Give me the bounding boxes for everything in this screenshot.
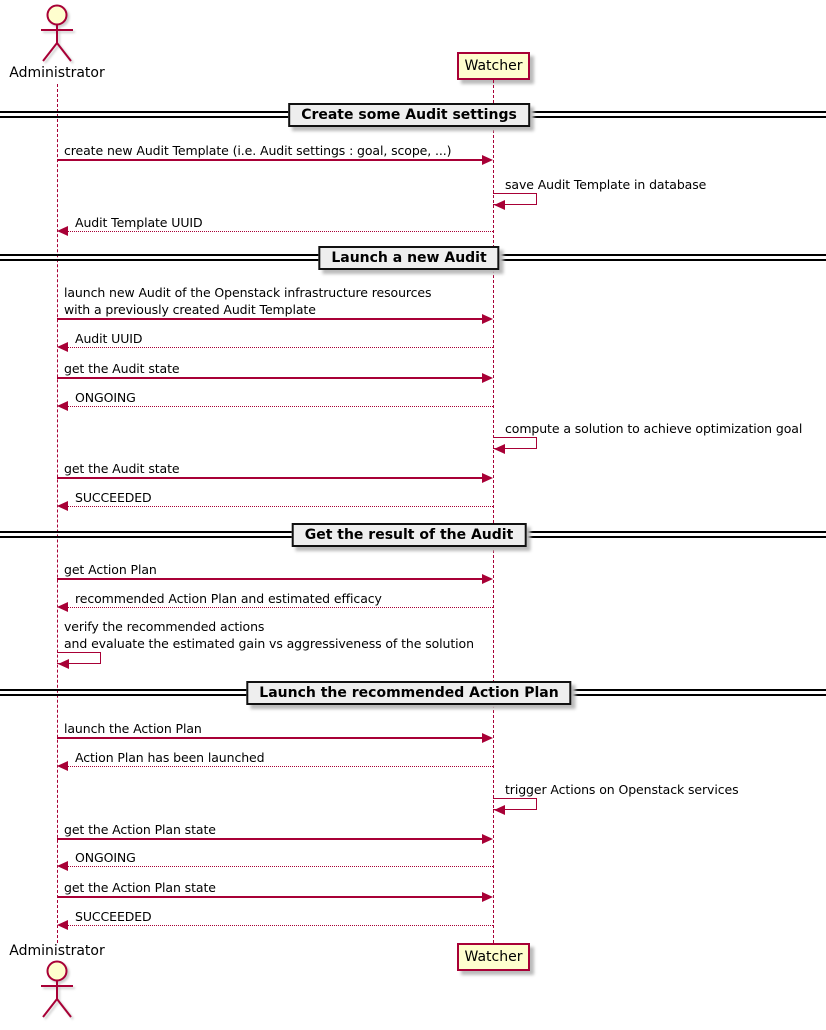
administrator-actor-icon: [27, 959, 87, 1021]
arrowhead-left-icon: [58, 659, 69, 669]
arrowhead-left-icon: [57, 861, 68, 871]
message-arrow-line: [57, 578, 484, 580]
message-line: recommended Action Plan and estimated efficacy: [75, 591, 382, 606]
return-message-label: [75, 908, 152, 925]
message-arrow-line: [57, 737, 484, 739]
message-line: SUCCEEDED: [75, 490, 152, 505]
message-line: Audit Template UUID: [75, 215, 203, 230]
watcher-participant-top: Watcher: [457, 52, 530, 80]
administrator-label-top: Administrator: [9, 65, 105, 81]
message-arrow-line: [57, 159, 484, 161]
arrowhead-left-icon: [57, 761, 68, 771]
arrowhead-left-icon: [57, 602, 68, 612]
return-message-label: [75, 214, 202, 231]
divider-label: Create some Audit settings: [288, 103, 530, 127]
arrowhead-left-icon: [57, 401, 68, 411]
message-line: Audit UUID: [75, 331, 143, 346]
arrowhead-right-icon: [482, 155, 493, 165]
message-label: [64, 142, 451, 159]
message-line: save Audit Template in database: [505, 177, 707, 192]
message-arrow-line: [57, 318, 484, 320]
arrowhead-left-icon: [57, 920, 68, 930]
return-arrow-line: [66, 506, 493, 507]
message-line: verify the recommended actions: [64, 619, 265, 634]
message-arrow-line: [57, 377, 484, 379]
message-arrow-line: [57, 838, 484, 840]
return-arrow-line: [66, 231, 493, 232]
message-label: [64, 821, 216, 838]
message-arrow-line: [57, 896, 484, 898]
message-label: [64, 284, 431, 318]
return-message-label: [75, 389, 136, 406]
message-line: launch new Audit of the Openstack infrastructure resources: [64, 285, 432, 300]
return-arrow-line: [66, 347, 493, 348]
divider-label: Launch the recommended Action Plan: [246, 681, 571, 705]
message-label: [64, 720, 202, 737]
message-line: get Action Plan: [64, 562, 157, 577]
message-line: launch the Action Plan: [64, 721, 202, 736]
arrowhead-right-icon: [482, 373, 493, 383]
message-line: Action Plan has been launched: [75, 750, 265, 765]
arrowhead-left-icon: [57, 342, 68, 352]
arrowhead-right-icon: [482, 574, 493, 584]
message-line: get the Action Plan state: [64, 880, 216, 895]
divider-label: Launch a new Audit: [318, 246, 499, 270]
administrator-label-bottom: Administrator: [9, 943, 105, 959]
arrowhead-left-icon: [494, 444, 505, 454]
message-label: [64, 360, 180, 377]
arrowhead-left-icon: [494, 200, 505, 210]
arrowhead-right-icon: [482, 314, 493, 324]
message-line: and evaluate the estimated gain vs aggressiveness of the solution: [64, 636, 474, 651]
message-line: create new Audit Template (i.e. Audit settings : goal, scope, ...): [64, 143, 452, 158]
return-arrow-line: [66, 607, 493, 608]
message-line: get the Audit state: [64, 361, 180, 376]
message-line: compute a solution to achieve optimization goal: [505, 421, 803, 436]
administrator-lifeline: [57, 84, 58, 943]
message-line: ONGOING: [75, 390, 136, 405]
message-line: with a previously created Audit Template: [64, 302, 316, 317]
arrowhead-right-icon: [482, 473, 493, 483]
message-line: get the Action Plan state: [64, 822, 216, 837]
self-message-label: [505, 781, 739, 798]
administrator-actor-top: [27, 3, 87, 69]
message-line: SUCCEEDED: [75, 909, 152, 924]
arrowhead-left-icon: [57, 501, 68, 511]
return-arrow-line: [66, 866, 493, 867]
message-label: [64, 460, 180, 477]
message-line: get the Audit state: [64, 461, 180, 476]
arrowhead-right-icon: [482, 834, 493, 844]
message-line: trigger Actions on Openstack services: [505, 782, 739, 797]
self-message-label: [505, 176, 706, 193]
return-message-label: [75, 590, 382, 607]
return-message-label: [75, 849, 136, 866]
return-message-label: [75, 749, 264, 766]
divider-label: Get the result of the Audit: [292, 523, 527, 547]
return-message-label: [75, 489, 152, 506]
arrowhead-left-icon: [57, 226, 68, 236]
administrator-actor-bottom: [27, 959, 87, 1025]
message-line: ONGOING: [75, 850, 136, 865]
arrowhead-right-icon: [482, 733, 493, 743]
arrowhead-right-icon: [482, 892, 493, 902]
self-message-label: [64, 618, 474, 652]
return-arrow-line: [66, 406, 493, 407]
self-message-label: [505, 420, 802, 437]
return-message-label: [75, 330, 142, 347]
message-label: [64, 561, 157, 578]
watcher-participant-bottom: Watcher: [457, 943, 530, 971]
message-label: [64, 879, 216, 896]
administrator-actor-icon: [27, 3, 87, 65]
return-arrow-line: [66, 925, 493, 926]
message-arrow-line: [57, 477, 484, 479]
return-arrow-line: [66, 766, 493, 767]
arrowhead-left-icon: [494, 805, 505, 815]
